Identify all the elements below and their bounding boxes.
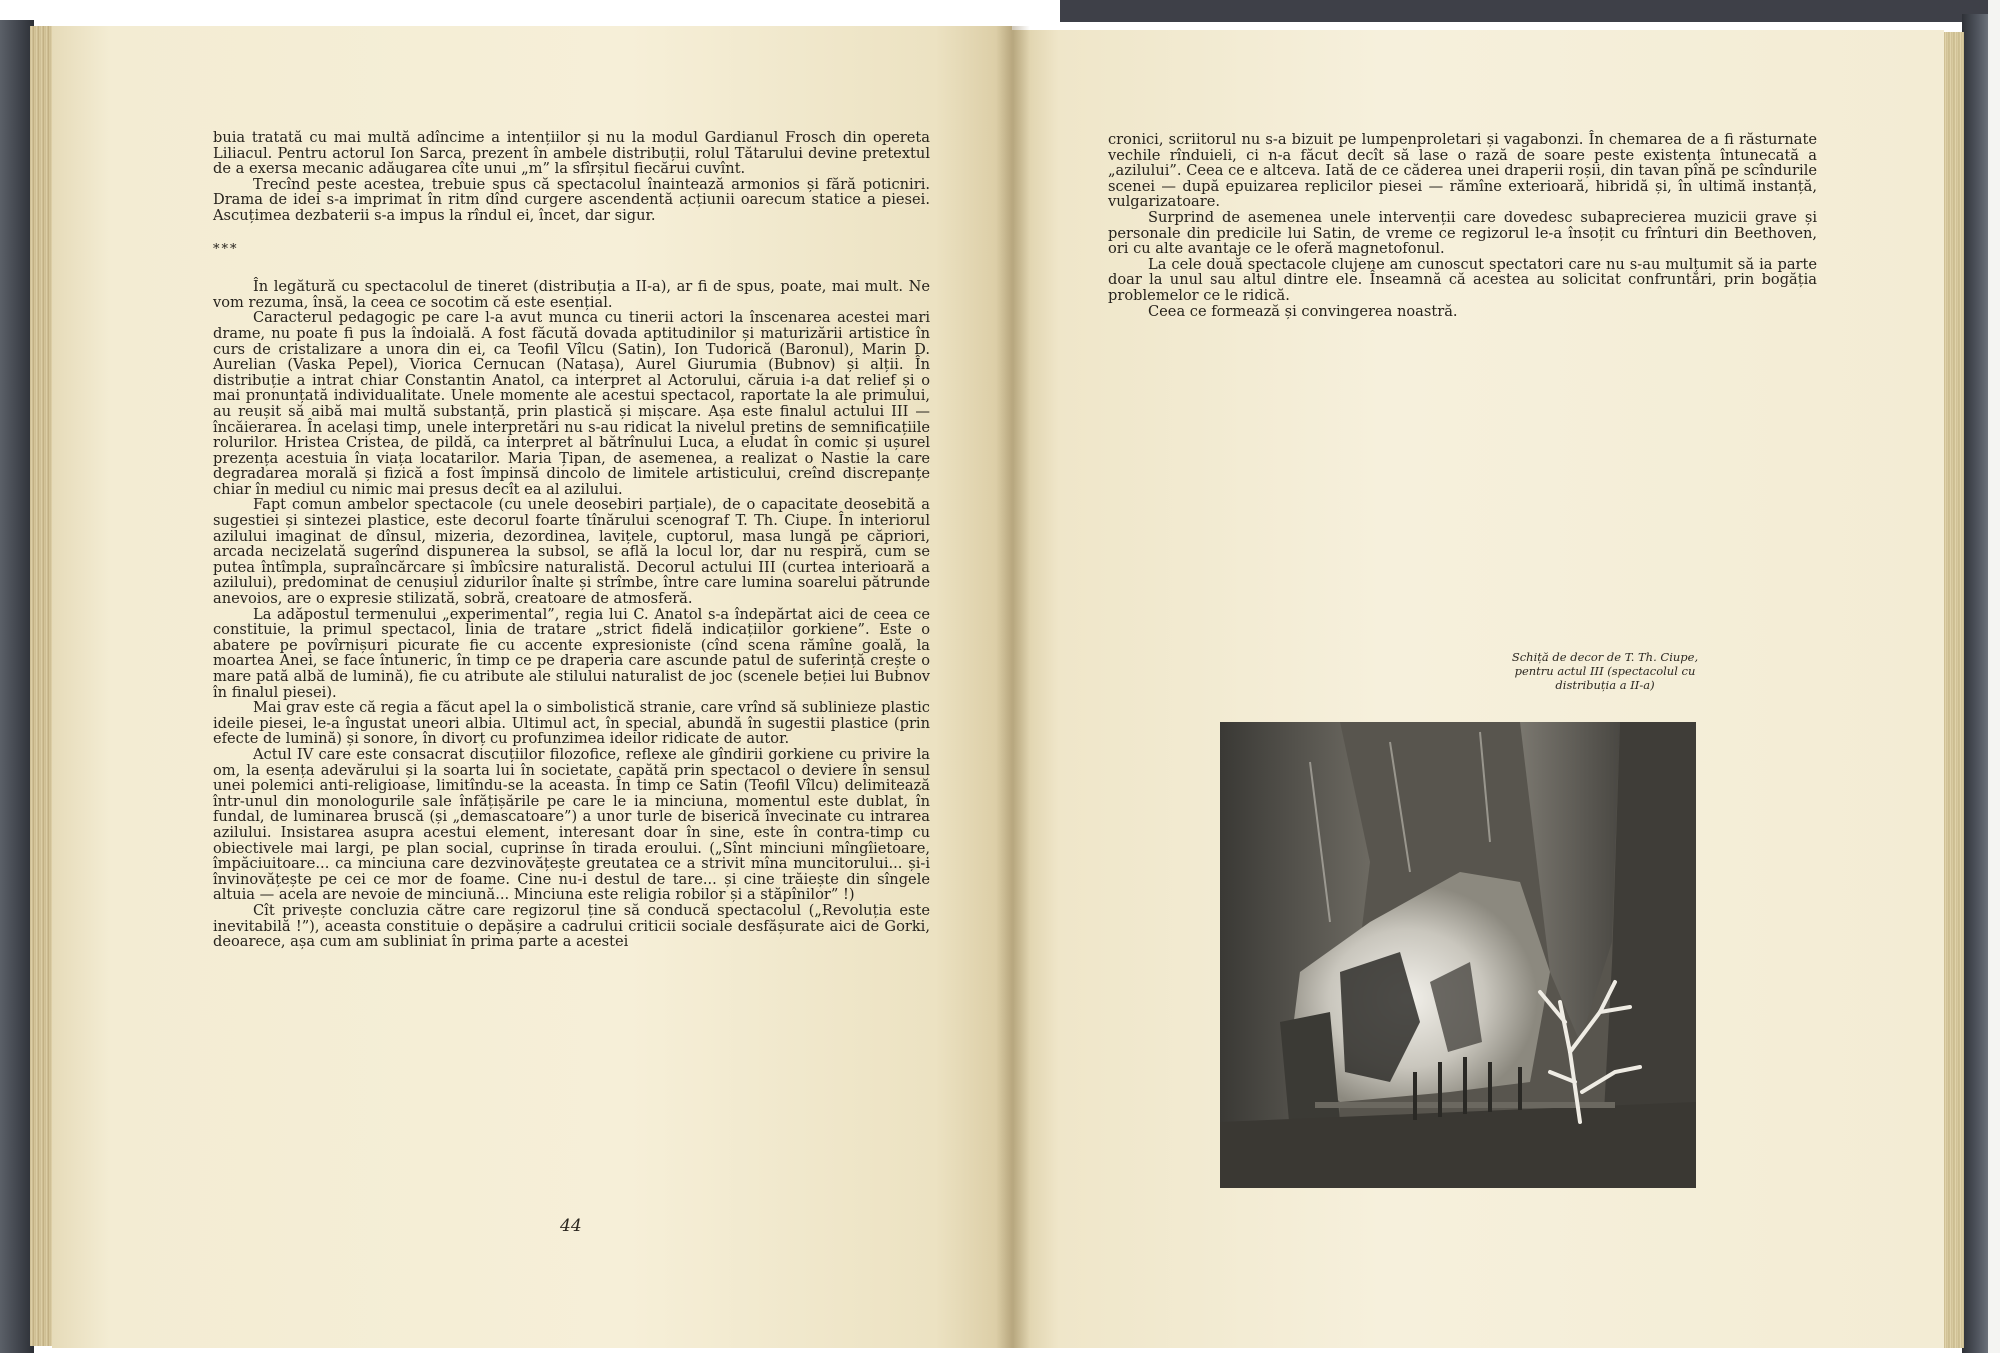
book-cover-right [1962, 14, 1988, 1353]
paragraph: buia tratată cu mai multă adîncime a intențiilor și nu la modul Gardianul Frosch din opereta Liliacul. Pentru actorul Ion Sarca, prezent în ambele distribuții, rolul Tătarului devine pretextul de a exersa mecanic adăugarea cîte unui „m” la sfîrșitul fiecărui cuvînt. [213, 129, 930, 178]
paragraph: La adăpostul termenului „experimental”, regia lui C. Anatol s-a îndepărtat aici de ceea ce constituie, la primul spectacol, linia de tratare „strict fidelă indicațiilor gorkiene”. Este o abatere pe povîrnișuri picurate fie cu accente expresioniste (cînd scena rămîne goală, la moartea Anei, se face întuneric, în timp ce pe draperia care ascunde patul de suferință crește o mare pată albă de lumină), fie cu atribute ale stilului naturalist de joc (scenele beției lui Bubnov în finalul piesei). [213, 605, 930, 701]
paragraph: cronici, scriitorul nu s-a bizuit pe lumpenproletari și vagabonzi. În chemarea de a fi răsturnate vechile rînduieli, ci n-a făcut decît să lase o rază de soare peste existența întunecată a „azilului”. Ceea ce e altceva. Iată de ce căderea unei draperii roșii, din tavan pînă pe scîndurile scenei — după epuizarea replicilor piesei — rămîne exterioară, hibridă și, în ultimă instanță, vulgarizatoare. [1108, 131, 1817, 211]
paragraph: Mai grav este că regia a făcut apel la o simbolistică stranie, care vrînd să sublinieze plastic ideile piesei, le-a îngustat uneori albia. Ultimul act, în special, abundă în sugestii plastice (prin efecte de lumină) și sonore, în divorț cu profunzimea ideilor ridicate de autor. [213, 699, 930, 748]
stage-set-sketch-image [1220, 722, 1696, 1188]
book-cover-left [0, 20, 34, 1353]
page-number: 44 [560, 1216, 582, 1236]
paragraph: Fapt comun ambelor spectacole (cu unele deosebiri parțiale), de o capacitate deosebită a sugestiei și sintezei plastice, este decorul foarte tînărului scenograf T. Th. Ciupe. În interiorul azilului imaginat de dînsul, mizeria, dezordinea, lavițele, cuptorul, masa lungă pe căpriori, arcada necizelată sugerînd dispunerea la subsol, se află la locul lor, dar nu respiră, cum se putea întîmpla, supraîncărcare și îmbîcsire naturalistă. Decorul actului III (curtea interioară a azilului), predominat de cenușiul zidurilor înalte și strîmbe, între care lumina soarelui pătrunde anevoios, are o expresie stilizată, sobră, creatoare de atmosferă. [213, 496, 930, 608]
page-edges-right [1942, 32, 1964, 1348]
paragraph: Ceea ce formează și convingerea noastră. [1148, 302, 1458, 320]
paragraph: Trecînd peste acestea, trebuie spus că spectacolul înaintează armonios și fără poticniri. Drama de idei s-a imprimat în ritm dînd curgere ascendentă acțiunii oarecum statice a piesei. Ascuțimea dezbaterii s-a impus la rîndul ei, încet, dar sigur. [213, 175, 930, 224]
paragraph: La cele două spectacole clujene am cunoscut spectatori care nu s-au mulțumit să ia parte doar la unul sau altul dintre ele. Înseamnă că acestea au solicitat confruntări, prin bogăția problemelor ce le ridică. [1108, 255, 1817, 304]
figure-caption: Schiță de decor de T. Th. Ciupe, pentru actul III (spectacolul cu distribuția a II-a) [1511, 650, 1699, 692]
right-page-text [1108, 132, 1817, 319]
paragraph: Actul IV care este consacrat discuțiilor filozofice, reflexe ale gîndirii gorkiene cu privire la om, la esența adevărului și la soarta lui în societate, capătă prin spectacol o deviere în sensul unei polemici anti-religioase, limitîndu-se la aceasta. În timp ce Satin (Teofil Vîlcu) delimitează într-unul din monologurile sale înfățișările pe care le ia minciuna, momentul este dublat, în fundal, de luminarea bruscă (și „demascatoare”) a unor turle de biserică învecinate cu intrarea azilului. Insistarea asupra acestui element, interesant doar în sine, este în contra-timp cu obiectivele mai largi, pe plan social, cuprinse în tirada eroului. („Sînt minciuni mîngîietoare, împăciuitoare... ca minciuna care dezvinovățește greutatea ce a strivit mîna muncitorului... și-i învinovățește pe cei ce mor de foame. Cine nu-i destul de tare... și cine trăiește din sîngele altuia — acela are nevoie de minciună... Minciuna este religia robilor și a stăpînilor” !) [213, 745, 930, 904]
paragraph: Surprind de asemenea unele intervenții care dovedesc subaprecierea muzicii grave și personale din predicile lui Satin, de vreme ce regizorul le-a însoțit cu frînturi din Beethoven, ori cu alte avantaje ce le oferă magnetofonul. [1108, 208, 1817, 258]
paragraph: Cît privește concluzia către care regizorul ține să conducă spectacolul („Revoluția este inevitabilă !”), aceasta constituie o depășire a cadrului criticii sociale desfășurate aici de Gorki, deoarece, așa cum am subliniat în prima parte a acestei [213, 901, 930, 951]
paragraph: În legătură cu spectacolul de tineret (distribuția a II-a), ar fi de spus, poate, mai mult. Ne vom rezuma, însă, la ceea ce socotim că este esențial. [213, 278, 930, 311]
book-cover-top [1060, 0, 2000, 22]
scan-background [1988, 0, 2000, 1353]
page-edges-left [30, 26, 54, 1346]
book-gutter [996, 26, 1030, 1348]
section-separator: *** [213, 241, 239, 257]
left-page-text [213, 130, 930, 950]
paragraph: Caracterul pedagogic pe care l-a avut munca cu tinerii actori la înscenarea acestei mari drame, nu poate fi pus la îndoială. A fost făcută dovada aptitudinilor și maturizării artistice în curs de cristalizare a unora din ei, ca Teofil Vîlcu (Satin), Ion Tudorică (Baronul), Marin D. Aurelian (Vaska Pepel), Viorica Cernucan (Natașa), Aurel Giurumia (Bubnov) și alții. În distribuție a intrat chiar Constantin Anatol, ca interpret al Actorului, căruia i-a dat relief și o mai pronunțată individualitate. Unele momente ale acestui spectacol, raportate la ale primului, au reușit să aibă mai multă substanță, prin plastică și mișcare. Așa este finalul actului III — încăierarea. În același timp, unele interpretări nu s-au ridicat la nivelul pretins de semnificațiile rolurilor. Hristea Cristea, de pildă, ca interpret al bătrînului Luca, a eludat în comic și ușurel prezența acestuia în viața locatarilor. Maria Țipan, de asemenea, a realizat o Nastie la care degradarea morală și fizică a fost împinsă dincolo de limitele artisticului, creînd discrepanțe chiar în mediul cu nimic mai presus decît ea al azilului. [213, 309, 930, 498]
